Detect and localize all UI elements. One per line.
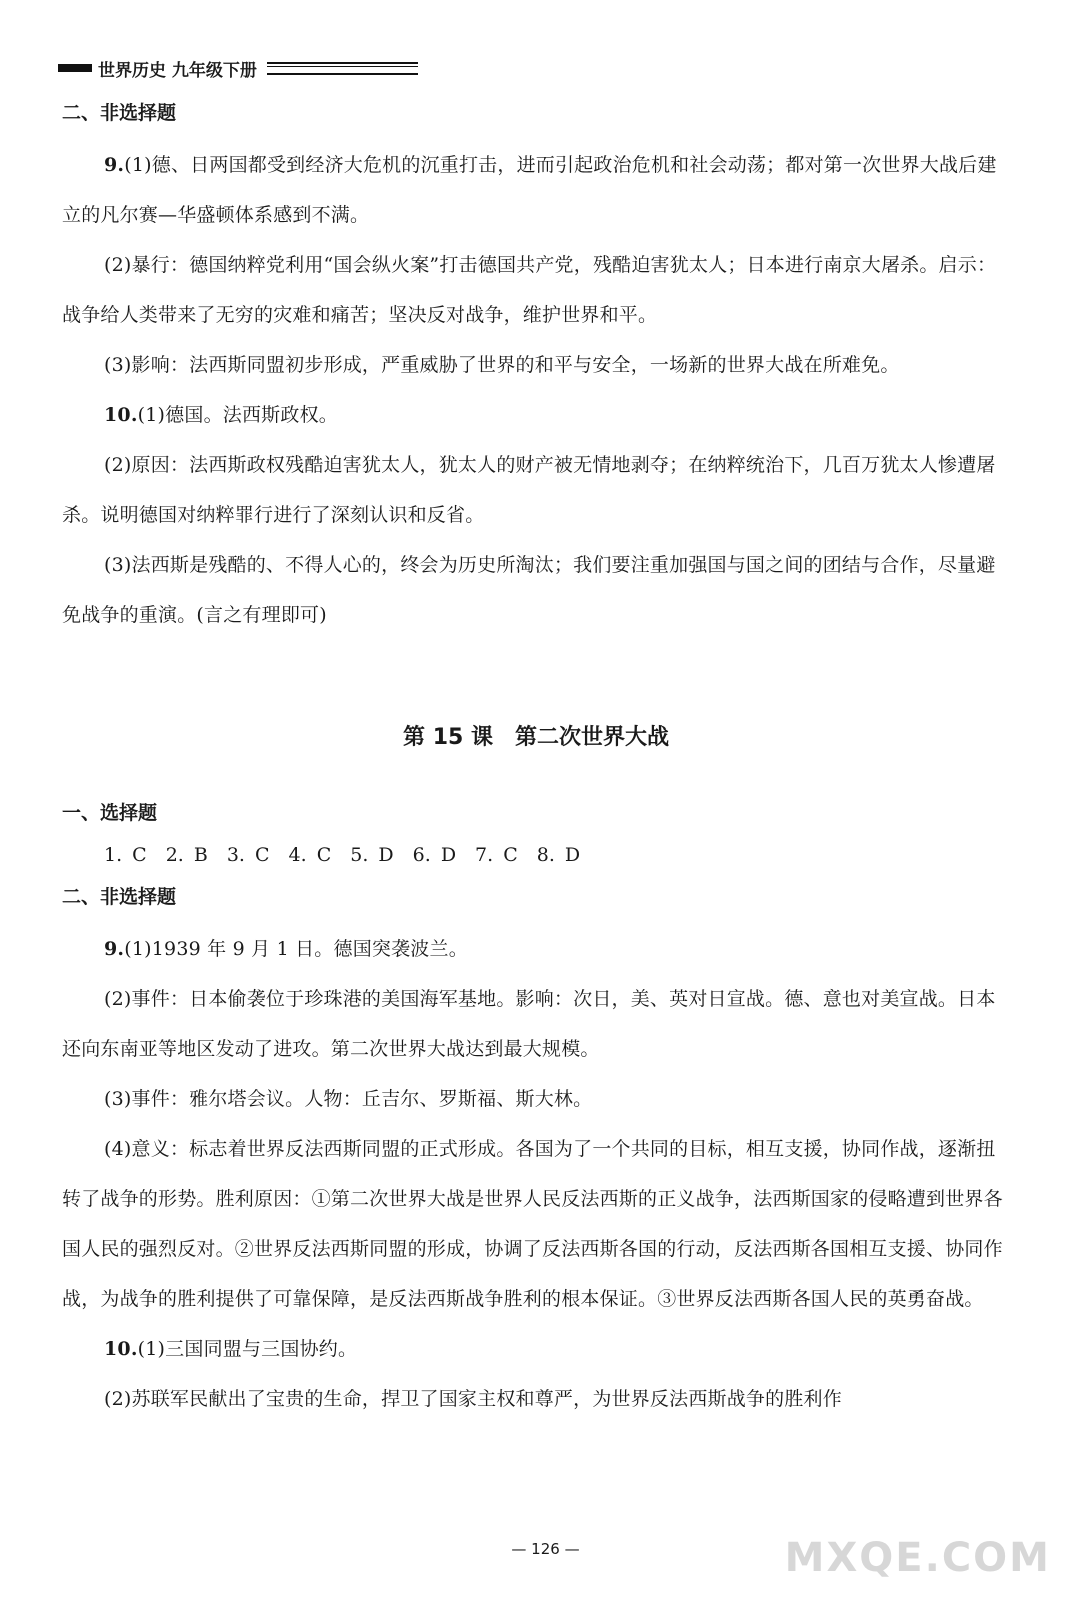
page-content bbox=[62, 96, 1010, 1424]
answer-text: (2)暴行：德国纳粹党利用“国会纵火案”打击德国共产党，残酷迫害犹太人；日本进行南京大屠杀。启示：战争给人类带来了无穷的灾难和痛苦；坚决反对战争，维护世界和平。 bbox=[62, 254, 997, 326]
lesson-title: 第 15 课 第二次世界大战 bbox=[403, 725, 669, 750]
question-number: 10. bbox=[104, 1338, 138, 1360]
answer-text: (3)法西斯是残酷的、不得人心的，终会为历史所淘汰；我们要注重加强国与国之间的团结与合作，尽量避免战争的重演。(言之有理即可) bbox=[62, 554, 996, 626]
answer-paragraph bbox=[62, 540, 1010, 640]
answer-list bbox=[62, 924, 1010, 1424]
answer-text: (1)三国同盟与三国协约。 bbox=[137, 1338, 358, 1360]
question-number: 9. bbox=[104, 938, 125, 960]
answer-paragraph bbox=[62, 240, 1010, 340]
answer-list bbox=[62, 140, 1010, 640]
answer-text: (3)影响：法西斯同盟初步形成，严重威胁了世界的和平与安全，一场新的世界大战在所难免。 bbox=[104, 354, 900, 376]
section-title: 二、非选择题 bbox=[62, 886, 177, 908]
answer-text: (2)原因：法西斯政权残酷迫害犹太人，犹太人的财产被无情地剥夺；在纳粹统治下，几百万犹太人惨遭屠杀。说明德国对纳粹罪行进行了深刻认识和反省。 bbox=[62, 454, 996, 526]
header-rule-decoration bbox=[267, 62, 418, 75]
answer-text: (1)德国。法西斯政权。 bbox=[137, 404, 338, 426]
choice-answers: 1. C 2. B 3. C 4. C 5. D 6. D 7. C 8. D bbox=[104, 844, 581, 866]
running-header bbox=[58, 55, 418, 81]
section-title: 二、非选择题 bbox=[62, 102, 177, 124]
answer-text: (3)事件：雅尔塔会议。人物：丘吉尔、罗斯福、斯大林。 bbox=[104, 1088, 593, 1110]
answer-paragraph bbox=[62, 440, 1010, 540]
watermark-logo: MXQE.COM bbox=[784, 1535, 1051, 1581]
answer-text: (4)意义：标志着世界反法西斯同盟的正式形成。各国为了一个共同的目标，相互支援，协同作战，逐渐扭转了战争的形势。胜利原因：①第二次世界大战是世界人民反法西斯的正义战争，法西斯国家的侵略遭到世界各国人民的强烈反对。②世界反法西斯同盟的形成，协调了反法西斯各国的行动，反法西斯各国相互支援、协同作战，为战争的胜利提供了可靠保障，是反法西斯战争胜利的根本保证。③世界反法西斯各国人民的英勇奋战。 bbox=[62, 1138, 1003, 1310]
choice-section-title: 一、选择题 bbox=[62, 802, 158, 824]
answer-text: (1)1939 年 9 月 1 日。德国突袭波兰。 bbox=[124, 938, 468, 960]
answer-paragraph bbox=[62, 924, 1010, 974]
header-bar-decoration bbox=[58, 64, 92, 72]
question-number: 10. bbox=[104, 404, 138, 426]
answer-paragraph bbox=[62, 974, 1010, 1074]
answer-paragraph bbox=[62, 1324, 1010, 1374]
answer-paragraph bbox=[62, 390, 1010, 440]
answer-paragraph bbox=[62, 1124, 1010, 1324]
answer-paragraph bbox=[62, 1074, 1010, 1124]
answer-paragraph bbox=[62, 1374, 1010, 1424]
answer-paragraph bbox=[62, 140, 1010, 240]
answer-text: (1)德、日两国都受到经济大危机的沉重打击，进而引起政治危机和社会动荡；都对第一次世界大战后建立的凡尔赛—华盛顿体系感到不满。 bbox=[62, 154, 997, 226]
page-number: — 126 — bbox=[511, 1540, 580, 1558]
question-number: 9. bbox=[104, 154, 125, 176]
answer-text: (2)事件：日本偷袭位于珍珠港的美国海军基地。影响：次日，美、英对日宣战。德、意也对美宣战。日本还向东南亚等地区发动了进攻。第二次世界大战达到最大规模。 bbox=[62, 988, 996, 1060]
header-title: 世界历史 九年级下册 bbox=[98, 60, 257, 81]
answer-paragraph bbox=[62, 340, 1010, 390]
answer-text: (2)苏联军民献出了宝贵的生命，捍卫了国家主权和尊严，为世界反法西斯战争的胜利作 bbox=[104, 1388, 842, 1410]
